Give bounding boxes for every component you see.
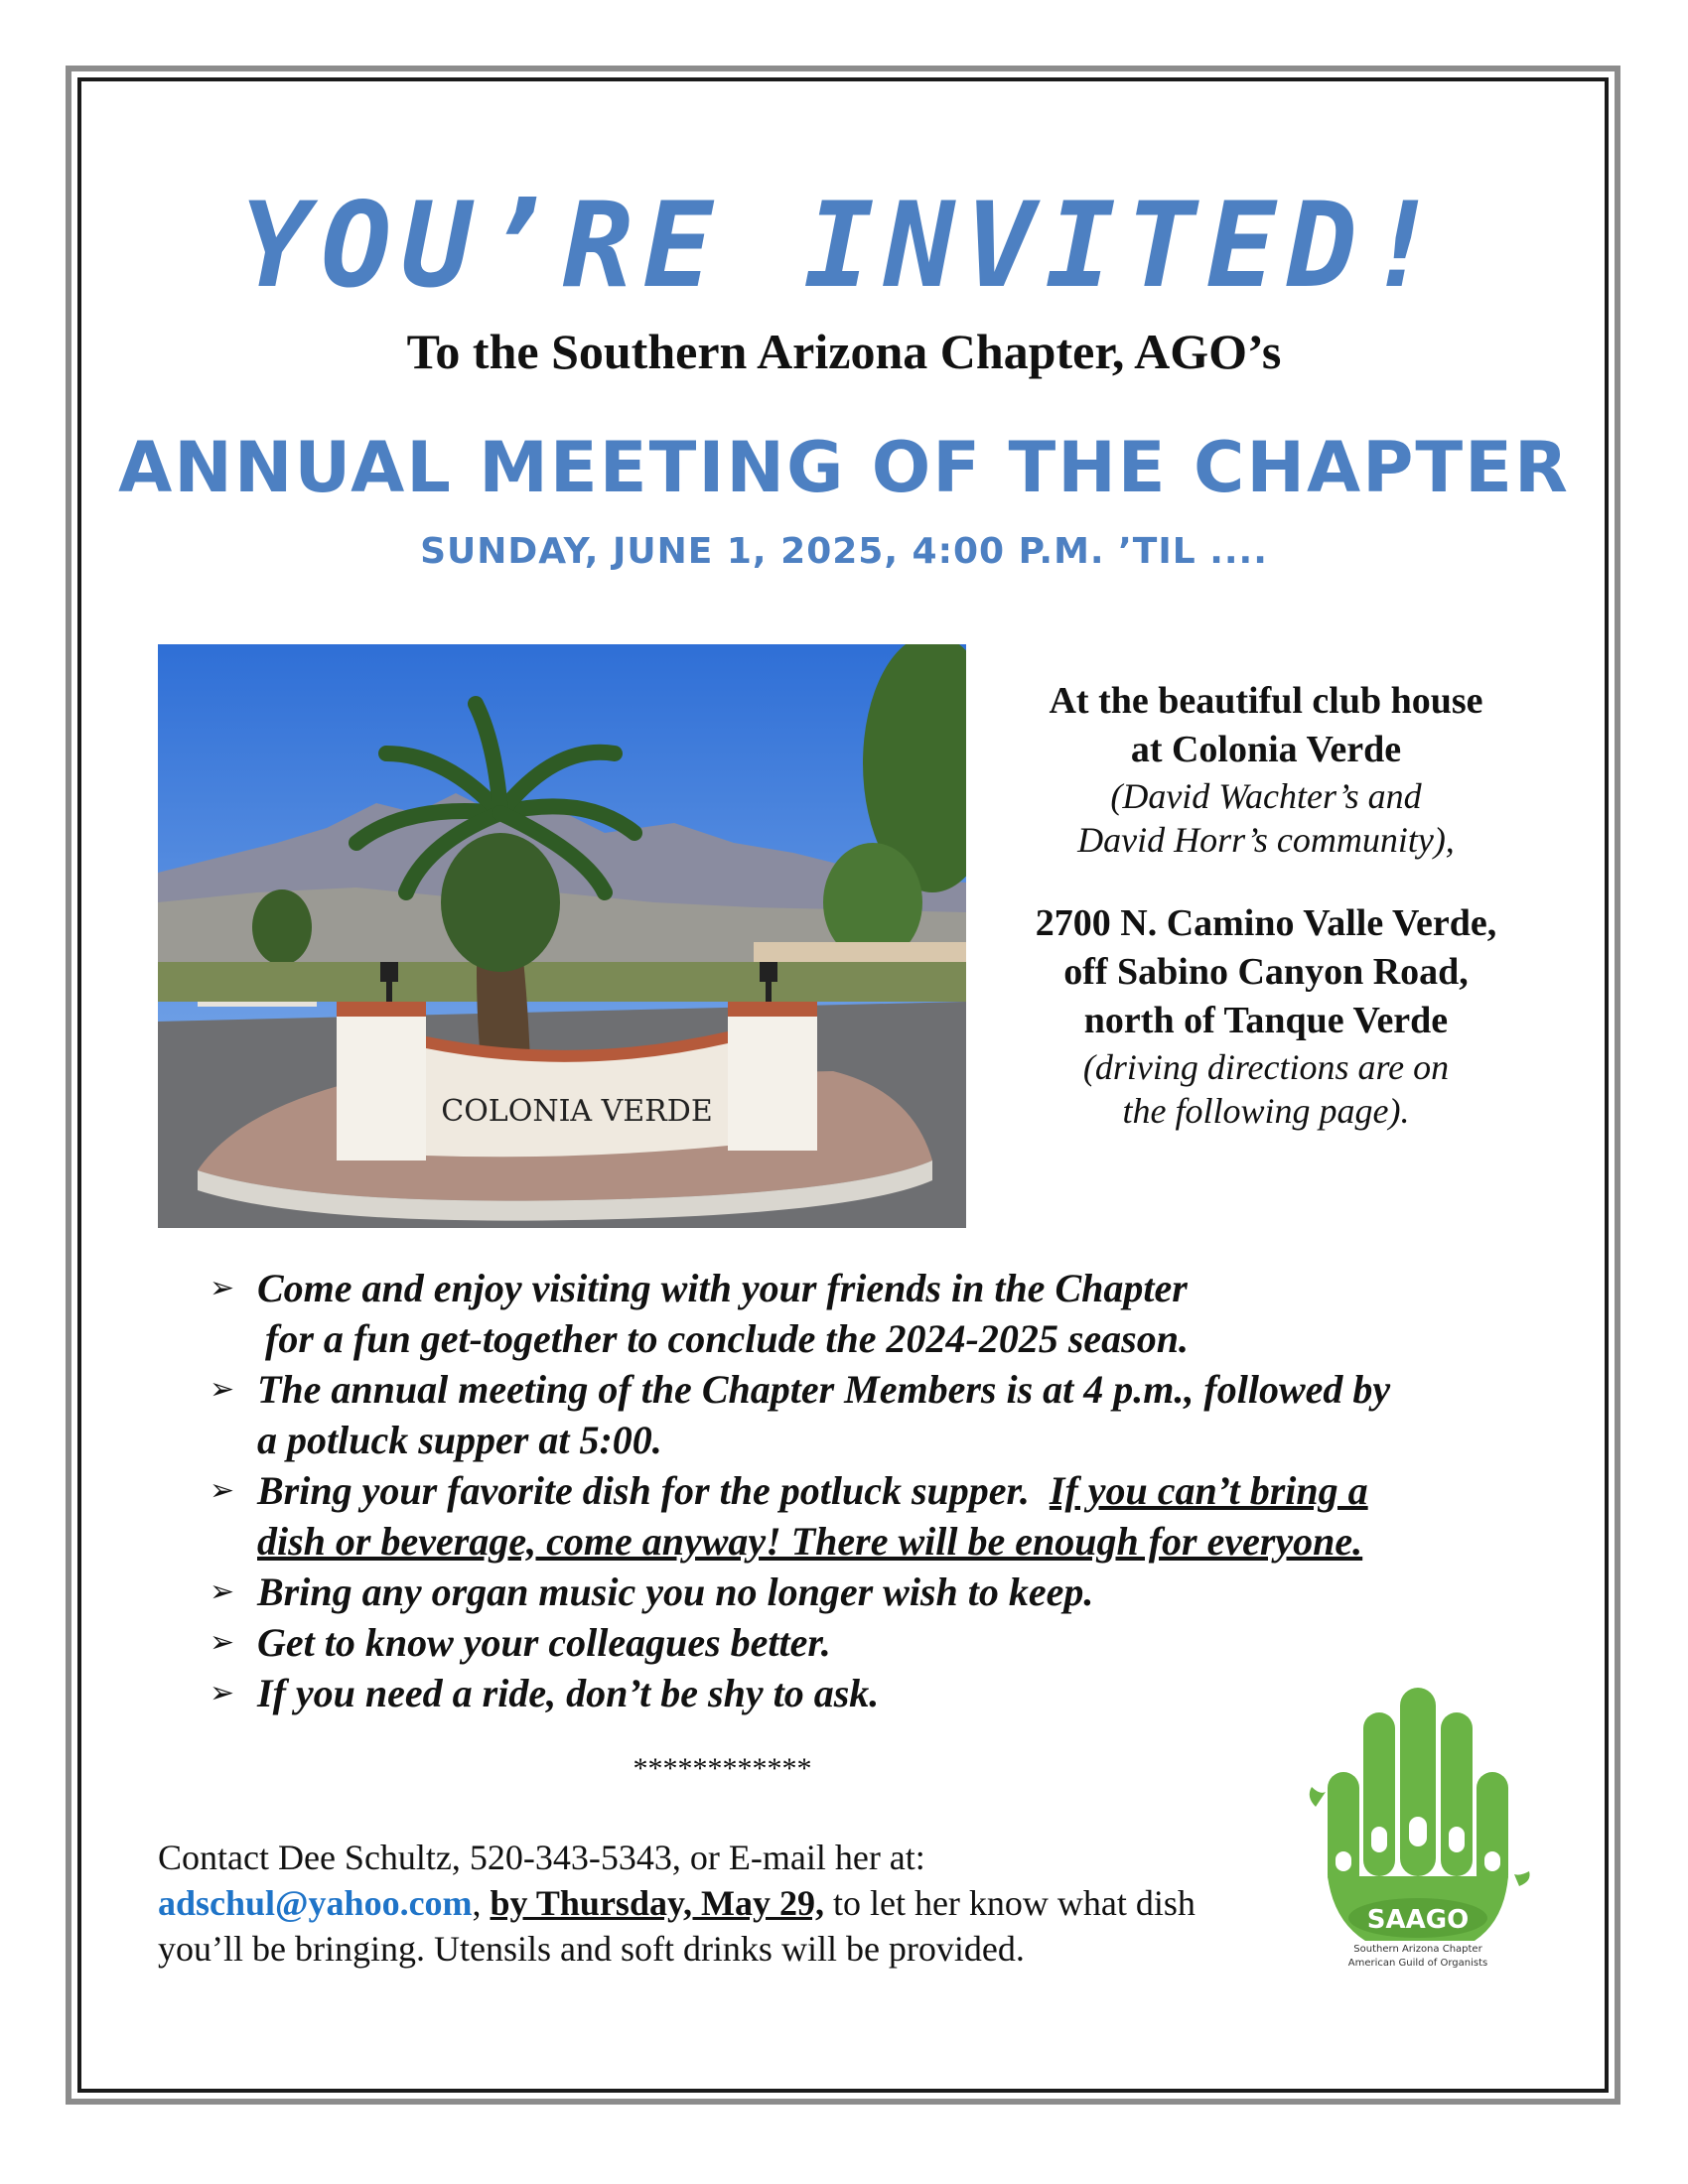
logo-line-2: American Guild of Organists bbox=[1347, 1958, 1488, 1969]
list-item: ➢ Bring any organ music you no longer wish to keep. bbox=[204, 1567, 1554, 1617]
arrow-bullet-icon: ➢ bbox=[210, 1676, 235, 1710]
list-item: ➢ The annual meeting of the Chapter Members is at 4 p.m., followed by a potluck supper at 5:00. bbox=[204, 1364, 1554, 1465]
meeting-date: SUNDAY, JUNE 1, 2025, 4:00 P.M. ’TIL .... bbox=[420, 531, 1268, 572]
arrow-bullet-icon: ➢ bbox=[210, 1574, 235, 1609]
list-item: ➢ Bring your favorite dish for the potluck supper. If you can’t bring a dish or beverage, come anyway! There will be enough for everyone. bbox=[204, 1465, 1554, 1567]
directions-note-1: (driving directions are on bbox=[1082, 1047, 1450, 1087]
venue-line-1: At the beautiful club house bbox=[1049, 680, 1483, 722]
arrow-bullet-icon: ➢ bbox=[210, 1372, 235, 1407]
meeting-title: ANNUAL MEETING OF THE CHAPTER bbox=[118, 427, 1570, 508]
list-item: ➢ Get to know your colleagues better. bbox=[204, 1617, 1554, 1668]
venue-note-2: David Horr’s community), bbox=[1077, 820, 1455, 860]
email-link[interactable]: adschul@yahoo.com bbox=[158, 1883, 473, 1923]
arrow-bullet-icon: ➢ bbox=[210, 1473, 235, 1508]
invitation-headline: YOU’RE INVITED! bbox=[240, 177, 1448, 314]
logo-line-1: Southern Arizona Chapter bbox=[1353, 1944, 1482, 1955]
list-item: ➢ Come and enjoy visiting with your friends in the Chapter for a fun get-together to conclude the 2024-2025 season. bbox=[204, 1263, 1554, 1364]
logo-name: SAAGO bbox=[1366, 1905, 1470, 1935]
rsvp-deadline: by Thursday, May 29, bbox=[490, 1883, 824, 1923]
directions-note-2: the following page). bbox=[1122, 1091, 1410, 1131]
address-line-1: 2700 N. Camino Valle Verde, bbox=[1035, 902, 1497, 944]
venue-block bbox=[993, 677, 1539, 1133]
saago-logo bbox=[1306, 1688, 1534, 1985]
arrow-bullet-icon: ➢ bbox=[210, 1271, 235, 1305]
contact-paragraph: Contact Dee Schultz, 520-343-5343, or E-mail her at: adschul@yahoo.com, by Thursday, May 29, to let her know what dish you’ll be bringing. Utensils and soft drinks will be provided. bbox=[158, 1838, 1196, 1969]
chapter-subheading: To the Southern Arizona Chapter, AGO’s bbox=[406, 324, 1282, 379]
address-line-2: off Sabino Canyon Road, bbox=[1063, 951, 1469, 993]
venue-line-2: at Colonia Verde bbox=[1130, 729, 1402, 770]
sign-text: COLONIA VERDE bbox=[441, 1094, 713, 1129]
contact-line-3: you’ll be bringing. Utensils and soft drinks will be provided. bbox=[158, 1929, 1025, 1969]
emphasis-text: dish or beverage, come anyway! There will be enough for everyone. bbox=[257, 1519, 1363, 1564]
contact-line-1: Contact Dee Schultz, 520-343-5343, or E-mail her at: bbox=[158, 1838, 925, 1877]
event-details-list bbox=[204, 1263, 1554, 1718]
emphasis-text: If you can’t bring a bbox=[1049, 1468, 1368, 1513]
section-separator: ************ bbox=[633, 1752, 812, 1785]
venue-note-1: (David Wachter’s and bbox=[1110, 776, 1422, 816]
address-line-3: north of Tanque Verde bbox=[1083, 1000, 1449, 1041]
list-item: ➢ If you need a ride, don’t be shy to ask. bbox=[204, 1668, 1554, 1718]
arrow-bullet-icon: ➢ bbox=[210, 1625, 235, 1660]
colonia-verde-photo bbox=[158, 644, 966, 1228]
